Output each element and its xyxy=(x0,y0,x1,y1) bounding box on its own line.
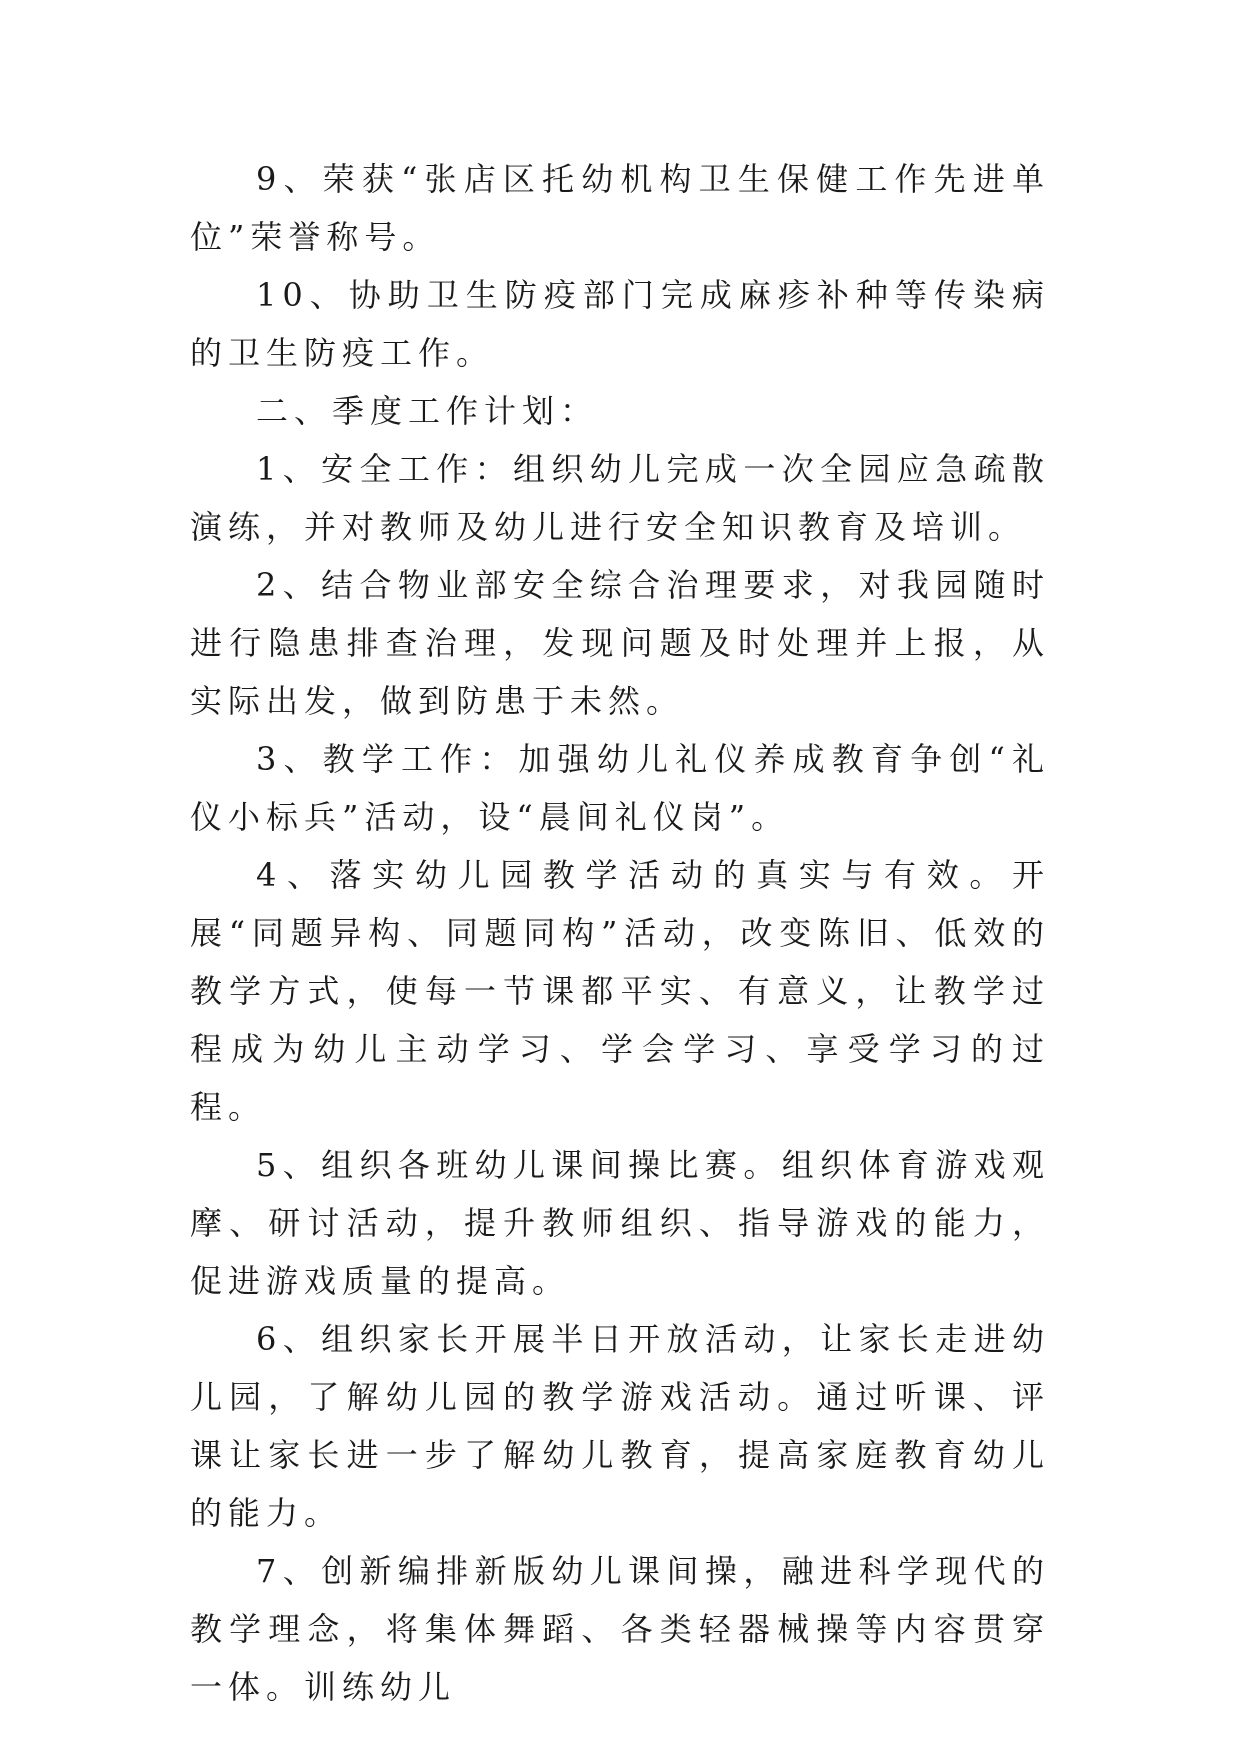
paragraph-plan-1: 1、安全工作：组织幼儿完成一次全园应急疏散演练，并对教师及幼儿进行安全知识教育及培训。 xyxy=(190,450,1050,546)
document-body xyxy=(190,150,1050,1716)
paragraph-item-9: 9、荣获“张店区托幼机构卫生保健工作先进单位”荣誉称号。 xyxy=(190,160,1050,256)
paragraph-plan-6: 6、组织家长开展半日开放活动，让家长走进幼儿园，了解幼儿园的教学游戏活动。通过听课、评课让家长进一步了解幼儿教育，提高家庭教育幼儿的能力。 xyxy=(190,1320,1050,1532)
section-heading-quarter-plan: 二、季度工作计划： xyxy=(256,392,599,430)
paragraph-item-10: 10、协助卫生防疫部门完成麻疹补种等传染病的卫生防疫工作。 xyxy=(190,276,1050,372)
paragraph-plan-5: 5、组织各班幼儿课间操比赛。组织体育游戏观摩、研讨活动，提升教师组织、指导游戏的能力，促进游戏质量的提高。 xyxy=(190,1146,1050,1300)
paragraph-plan-7: 7、创新编排新版幼儿课间操，融进科学现代的教学理念，将集体舞蹈、各类轻器械操等内容贯穿一体。训练幼儿 xyxy=(190,1552,1050,1706)
paragraph-plan-2: 2、结合物业部安全综合治理要求，对我园随时进行隐患排查治理，发现问题及时处理并上报，从实际出发，做到防患于未然。 xyxy=(190,566,1050,720)
paragraph-plan-4: 4、落实幼儿园教学活动的真实与有效。开展“同题异构、同题同构”活动，改变陈旧、低效的教学方式，使每一节课都平实、有意义，让教学过程成为幼儿主动学习、学会学习、享受学习的过程。 xyxy=(190,856,1050,1126)
paragraph-plan-3: 3、教学工作：加强幼儿礼仪养成教育争创“礼仪小标兵”活动，设“晨间礼仪岗”。 xyxy=(190,740,1050,836)
